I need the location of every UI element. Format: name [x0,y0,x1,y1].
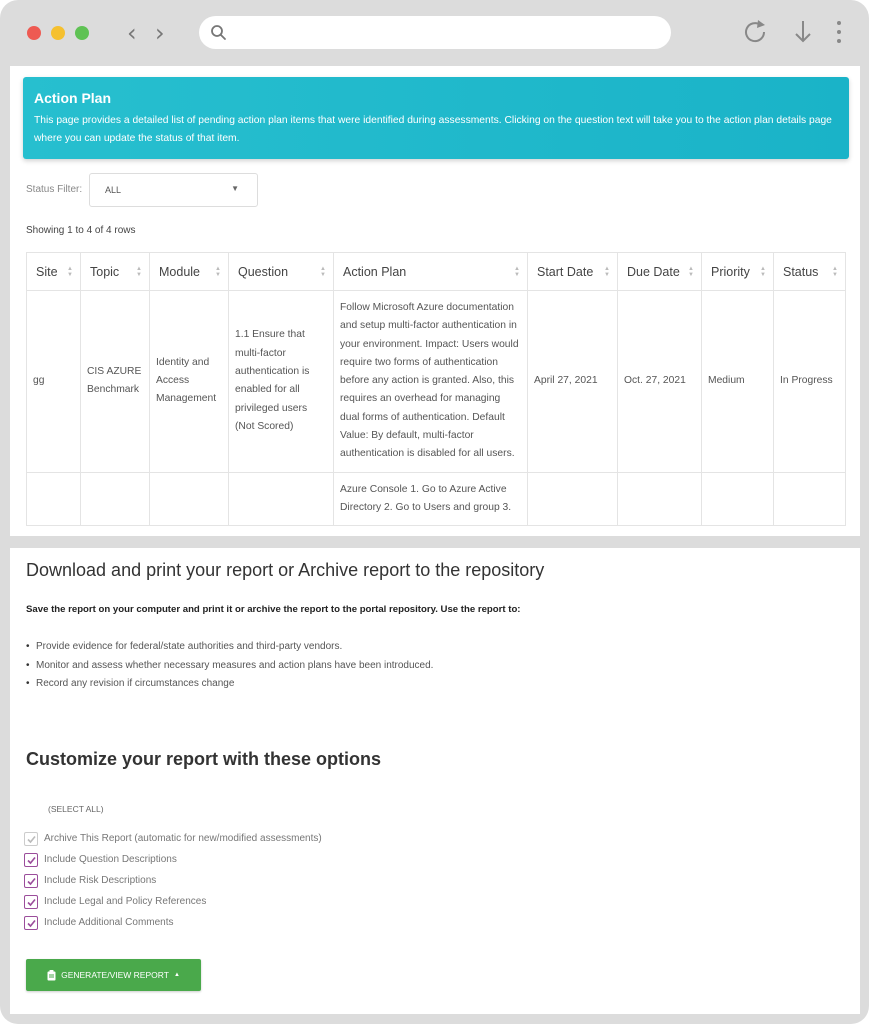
sort-icon: ▲ ▼ [688,266,694,278]
sort-icon: ▲ ▼ [514,266,520,278]
address-bar[interactable] [199,16,671,49]
cell-site [27,472,81,526]
checkbox-label: Include Risk Descriptions [44,875,157,886]
chevron-down-icon: ▼ [231,184,239,193]
cell-topic: CIS AZURE Benchmark [81,291,150,473]
minimize-window-button[interactable] [51,26,65,40]
table-row [27,291,846,473]
download-icon[interactable] [790,17,816,47]
cell-start-date: April 27, 2021 [528,291,618,473]
checkmark-icon [26,876,37,887]
status-filter-label: Status Filter: [26,184,83,195]
action-plan-banner [23,77,849,159]
page-description: This page provides a detailed list of pending action plan items that were identified during assessments. Clicking on the question text will take you to the action plan details page where you can update the status of that item. [34,115,832,144]
report-section [10,548,860,1014]
action-plan-table [26,252,846,526]
caret-up-icon: ▲ [173,972,180,978]
download-heading: Download and print your report or Archive report to the repository [26,560,545,580]
table-header-row [27,253,846,291]
column-header-due-date[interactable] [618,253,702,291]
column-header-question[interactable] [229,253,334,291]
column-label: Due Date [627,264,680,279]
forward-button[interactable]: › [155,19,165,47]
column-header-site[interactable] [27,253,81,291]
report-instructions: Save the report on your computer and print it or archive the report to the portal repository. Use the report to: [26,604,521,615]
customize-heading: Customize your report with these options [26,749,382,769]
column-label: Start Date [537,264,594,279]
checkbox-label: Archive This Report (automatic for new/modified assessments) [44,833,322,844]
column-header-start-date[interactable] [528,253,618,291]
cell-module [150,472,229,526]
checkmark-icon [26,897,37,908]
close-window-button[interactable] [27,26,41,40]
checkbox [24,853,38,867]
cell-site: gg [27,291,81,473]
sort-icon: ▲ ▼ [760,266,766,278]
checkbox [24,895,38,909]
sort-icon: ▲ ▼ [136,266,142,278]
sort-icon: ▲ ▼ [67,266,73,278]
question-link[interactable] [229,472,334,526]
bullet: • [26,659,30,671]
clipboard-icon [47,970,56,981]
table-row [27,472,846,526]
cell-priority [702,472,774,526]
column-label: Priority [711,264,750,279]
browser-toolbar [0,0,869,66]
cell-topic [81,472,150,526]
checkbox-label: Include Additional Comments [44,917,174,928]
cell-start-date [528,472,618,526]
cell-due-date [618,472,702,526]
list-item-text: Monitor and assess whether necessary measures and action plans have been introduced. [36,659,434,671]
checkbox-label: Include Legal and Policy References [44,896,207,907]
cell-action-plan: Azure Console 1. Go to Azure Active Directory 2. Go to Users and group 3. [334,472,528,526]
list-item [26,638,433,657]
bullet: • [26,641,30,652]
cell-module: Identity and Access Management [150,291,229,473]
sort-icon: ▲ ▼ [832,266,838,278]
question-link[interactable]: 1.1 Ensure that multi-factor authentication is enabled for all privileged users (Not Scored) [229,291,334,473]
more-menu-icon[interactable] [832,17,846,47]
checkbox-label: Include Question Descriptions [44,854,177,865]
action-plan-section [10,66,860,536]
generate-report-label: GENERATE/VIEW REPORT [61,970,169,980]
back-button[interactable]: ‹ [127,19,137,47]
status-badge [774,472,846,526]
column-header-topic[interactable] [81,253,150,291]
column-header-module[interactable] [150,253,229,291]
page-title: Action Plan [34,90,112,106]
status-filter-select[interactable] [89,173,258,207]
select-all-link[interactable]: (SELECT ALL) [48,804,104,814]
checkmark-icon [26,918,37,929]
column-header-status[interactable] [774,253,846,291]
list-item-text: Provide evidence for federal/state authorities and third-party vendors. [36,641,343,652]
report-uses-list [26,638,433,694]
pagination-summary: Showing 1 to 4 of 4 rows [26,225,136,236]
list-item-text: Record any revision if circumstances change [36,678,235,689]
search-icon [210,24,227,41]
maximize-window-button[interactable] [75,26,89,40]
cell-priority: Medium [702,291,774,473]
column-header-priority[interactable] [702,253,774,291]
checkmark-icon [26,834,37,845]
sort-icon: ▲ ▼ [320,266,326,278]
cell-action-plan: Follow Microsoft Azure documentation and setup multi-factor authentication in your environment. Impact: Users would require two forms of authentication before any action is granted. Also, this requires an overhead for managing dual forms of authentication. Default Value: By default, multi-factor authentication is disabled for all users. [334,291,528,473]
sort-icon: ▲ ▼ [604,266,610,278]
generate-report-button[interactable] [26,959,201,991]
checkbox [24,874,38,888]
bullet: • [26,678,30,689]
column-header-action-plan[interactable] [334,253,528,291]
cell-due-date: Oct. 27, 2021 [618,291,702,473]
column-label: Status [783,264,819,279]
list-item [26,657,433,676]
checkbox [24,916,38,930]
column-label: Question [238,264,289,279]
column-label: Module [159,264,200,279]
column-label: Topic [90,264,120,279]
checkmark-icon [26,855,37,866]
list-item [26,675,433,694]
sort-icon: ▲ ▼ [215,266,221,278]
column-label: Action Plan [343,264,407,279]
column-label: Site [36,264,58,279]
status-filter-value: ALL [105,185,122,195]
checkbox [24,832,38,846]
status-badge: In Progress [774,291,846,473]
reload-icon[interactable] [740,17,770,47]
